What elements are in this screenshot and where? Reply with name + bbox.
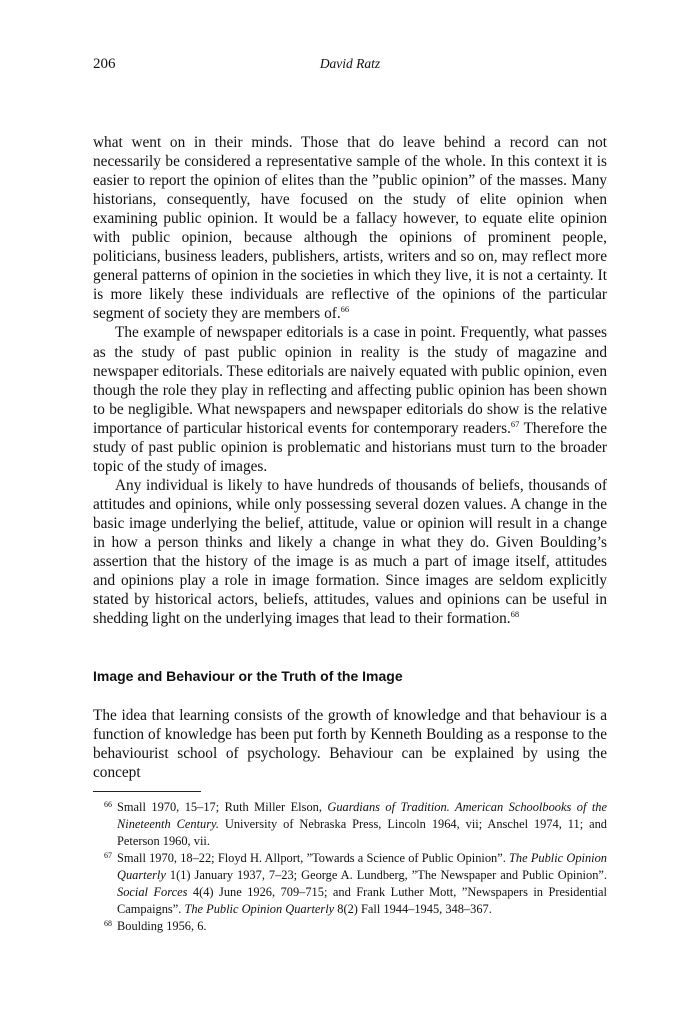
footnote-title: The Public Opinion Quarterly (117, 851, 607, 882)
footnote-text: 8(2) Fall 1944–1945, 348–367. (334, 902, 492, 916)
body-text (93, 133, 607, 628)
footnote-text: Boulding 1956, 6. (117, 919, 207, 933)
footnote-text: University of Nebraska Press, Lincoln 1964, vii; Anschel 1974, 11; and Peterson 1960, vii. (117, 817, 607, 848)
footnote-68 (93, 918, 607, 935)
paragraph-text: The example of newspaper editorials is a case in point. Frequently, what passes as the study of past public opinion in reality is the study of magazine and newspaper editorials. These editorials are naively equated with public opinion, even though the role they play in reflecting and affecting public opinion has been shown to be negligible. What newspapers and newspaper editorials do show is the relative importance of particular historical events for contemporary readers. (93, 324, 607, 437)
paragraph-3 (93, 476, 607, 628)
footnote-67 (93, 850, 607, 918)
paragraph-4 (93, 706, 607, 782)
paragraph-2 (93, 323, 607, 475)
footnote-ref-66[interactable]: 66 (340, 304, 350, 315)
footnote-ref-67[interactable]: 67 (510, 418, 520, 429)
paragraph-text: Therefore the study of past public opinion is problematic and historians must turn to the broader topic of the study of images. (93, 419, 607, 475)
paragraph-text: The idea that learning consists of the growth of knowledge and that behaviour is a function of knowledge has been put forth by Kenneth Boulding as a response to the behaviourist school of psychology. Behaviour can be explained by using the concept (93, 707, 607, 782)
footnote-ref-68[interactable]: 68 (510, 609, 520, 620)
footnote-rule (93, 791, 201, 792)
footnote-text: Small 1970, 15–17; Ruth Miller Elson, (117, 800, 328, 814)
footnote-number: 67 (104, 851, 112, 860)
footnote-number: 68 (104, 919, 112, 928)
running-head: David Ratz (319, 56, 381, 71)
page-number: 206 (93, 56, 116, 72)
footnote-text: Small 1970, 18–22; Floyd H. Allport, ”Towards a Science of Public Opinion”. (117, 851, 510, 865)
footnote-text: 4(4) June 1926, 709–715; and Frank Luther Mott, ”Newspapers in Presidential Campaigns”. (117, 885, 607, 916)
paragraph-text: Any individual is likely to have hundreds of thousands of beliefs, thousands of attitudes and opinions, while only possessing several dozen values. A change in the basic image underlying the belief, attitude, value or opinion will result in a change in how a person thinks and likely a change in what they do. Given Boulding’s assertion that the history of the image is as much a part of image itself, attitudes and opinions play a role in image formation. Since images are seldom explicitly stated by historical actors, beliefs, attitudes, values and opinions can be useful in shedding light on the underlying images that lead to their formation. (93, 476, 607, 628)
paragraph-1 (93, 133, 607, 323)
paragraph-text: what went on in their minds. Those that do leave behind a record can not necessarily be considered a representative sample of the whole. In this context it is easier to report the opinion of elites than the ”public opinion” of the masses. Many historians, consequently, have focused on the study of elite opinion when examining public opinion. It would be a fallacy however, to equate elite opinion with public opinion, because although the opinions of prominent people, politicians, business leaders, publishers, artists, writers and so on, may reflect more general patterns of opinion in the societies in which they live, it is not a certainty. It is more likely these individuals are reflective of the opinions of the particular segment of society they are members of. (93, 134, 607, 323)
footnote-text: 1(1) January 1937, 7–23; George A. Lundberg, ”The Newspaper and Public Opinion”. (165, 868, 607, 882)
footnote-title: Guardians of Tradition. American Schoolbooks of the Nineteenth Century. (117, 800, 607, 831)
footnote-number: 66 (104, 800, 112, 809)
footnotes (93, 799, 607, 935)
footnote-title: Social Forces (117, 885, 188, 899)
footnote-66 (93, 799, 607, 850)
footnote-title: The Public Opinion Quarterly (184, 902, 335, 916)
section-heading: Image and Behaviour or the Truth of the Image (93, 668, 403, 684)
